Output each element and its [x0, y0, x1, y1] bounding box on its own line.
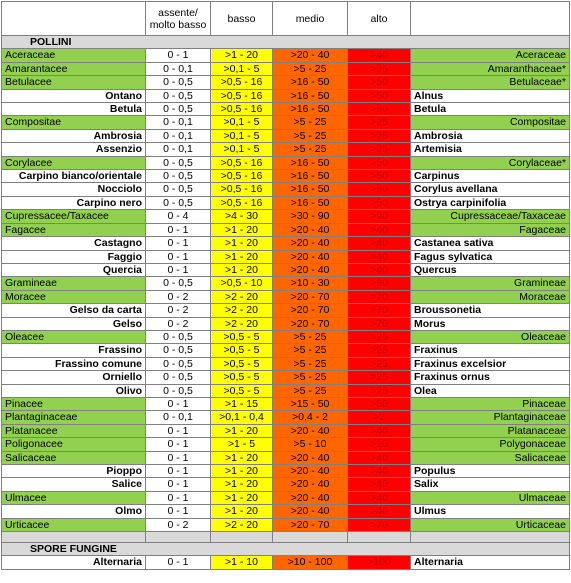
- value-basso: >1 - 20: [211, 451, 273, 464]
- family-row: [2, 62, 570, 75]
- value-alto: >25: [348, 344, 411, 357]
- value-assente: 0 - 1: [146, 491, 211, 504]
- family-row: [2, 451, 570, 464]
- species-latin-name: Quercus: [411, 263, 570, 276]
- family-name: Corylacee: [2, 156, 146, 169]
- value-basso: >2 - 20: [211, 304, 273, 317]
- species-latin-name: Morus: [411, 317, 570, 330]
- value-alto: >50: [348, 170, 411, 183]
- value-alto: >25: [348, 143, 411, 156]
- family-latin-name: Plantaginaceae: [411, 411, 570, 424]
- family-latin-name: Oleaceae: [411, 330, 570, 343]
- value-assente: 0 - 0,5: [146, 277, 211, 290]
- species-latin-name: Carpinus: [411, 170, 570, 183]
- value-basso: >0,5 - 16: [211, 170, 273, 183]
- value-medio: >5 - 25: [273, 116, 348, 129]
- value-alto: >40: [348, 478, 411, 491]
- value-medio: >15 - 50: [273, 397, 348, 410]
- value-medio: >20 - 40: [273, 223, 348, 236]
- header-cell-medio: medio: [273, 2, 348, 36]
- value-assente: 0 - 1: [146, 397, 211, 410]
- value-basso: >0,5 - 16: [211, 103, 273, 116]
- value-alto: >40: [348, 223, 411, 236]
- species-latin-name: Betula: [411, 103, 570, 116]
- value-medio: >20 - 40: [273, 424, 348, 437]
- value-assente: 0 - 0,5: [146, 170, 211, 183]
- species-row: [2, 384, 570, 397]
- species-common-name: Olivo: [2, 384, 146, 397]
- species-row: [2, 371, 570, 384]
- header-cell-latin: [411, 2, 570, 36]
- value-alto: >40: [348, 424, 411, 437]
- species-common-name: Frassino comune: [2, 357, 146, 370]
- value-medio: >20 - 40: [273, 491, 348, 504]
- value-assente: 0 - 0,1: [146, 116, 211, 129]
- family-row: [2, 518, 570, 531]
- family-row: [2, 156, 570, 169]
- species-common-name: Assenzio: [2, 143, 146, 156]
- spacer-cell: [211, 532, 273, 543]
- value-assente: 0 - 2: [146, 518, 211, 531]
- family-name: Fagacee: [2, 223, 146, 236]
- value-medio: >5 - 25: [273, 344, 348, 357]
- species-latin-name: Salix: [411, 478, 570, 491]
- value-basso: >1 - 15: [211, 397, 273, 410]
- family-latin-name: Aceraceae: [411, 49, 570, 62]
- value-alto: >50: [348, 103, 411, 116]
- value-alto: >70: [348, 304, 411, 317]
- value-basso: >0,1 - 5: [211, 129, 273, 142]
- family-row: [2, 290, 570, 303]
- value-medio: >16 - 50: [273, 156, 348, 169]
- species-row: [2, 465, 570, 478]
- value-assente: 0 - 1: [146, 505, 211, 518]
- value-assente: 0 - 0,5: [146, 89, 211, 102]
- species-common-name: Faggio: [2, 250, 146, 263]
- value-medio: >10 - 100: [273, 556, 348, 569]
- value-assente: 0 - 2: [146, 290, 211, 303]
- value-basso: >1 - 20: [211, 237, 273, 250]
- species-latin-name: Castanea sativa: [411, 237, 570, 250]
- value-assente: 0 - 0,1: [146, 129, 211, 142]
- species-common-name: Betula: [2, 103, 146, 116]
- value-alto: >70: [348, 317, 411, 330]
- value-alto: >25: [348, 129, 411, 142]
- species-latin-name: Corylus avellana: [411, 183, 570, 196]
- value-medio: >5 - 10: [273, 438, 348, 451]
- section-title: SPORE FUNGINE: [2, 543, 570, 556]
- value-alto: >40: [348, 451, 411, 464]
- value-medio: >20 - 70: [273, 317, 348, 330]
- value-assente: 0 - 1: [146, 263, 211, 276]
- family-name: Aceraceae: [2, 49, 146, 62]
- family-name: Betulacee: [2, 76, 146, 89]
- value-medio: >20 - 40: [273, 451, 348, 464]
- value-basso: >4 - 30: [211, 210, 273, 223]
- value-assente: 0 - 0,5: [146, 196, 211, 209]
- value-medio: >5 - 25: [273, 143, 348, 156]
- family-name: Cupressacee/Taxacee: [2, 210, 146, 223]
- value-basso: >0,1 - 0,4: [211, 411, 273, 424]
- family-latin-name: Pinaceae: [411, 397, 570, 410]
- family-name: Amarantacee: [2, 62, 146, 75]
- family-row: [2, 411, 570, 424]
- value-basso: >1 - 20: [211, 49, 273, 62]
- species-row: [2, 556, 570, 569]
- value-assente: 0 - 0,5: [146, 357, 211, 370]
- value-basso: >1 - 20: [211, 505, 273, 518]
- species-latin-name: Populus: [411, 465, 570, 478]
- value-assente: 0 - 1: [146, 237, 211, 250]
- family-row: [2, 210, 570, 223]
- value-alto: >70: [348, 290, 411, 303]
- value-assente: 0 - 0,5: [146, 384, 211, 397]
- value-assente: 0 - 1: [146, 438, 211, 451]
- value-basso: >1 - 20: [211, 223, 273, 236]
- species-latin-name: Broussonetia: [411, 304, 570, 317]
- value-medio: >20 - 40: [273, 237, 348, 250]
- species-common-name: Nocciolo: [2, 183, 146, 196]
- family-row: [2, 397, 570, 410]
- value-alto: >50: [348, 196, 411, 209]
- family-latin-name: Amaranthaceae*: [411, 62, 570, 75]
- value-assente: 0 - 2: [146, 304, 211, 317]
- family-latin-name: Ulmaceae: [411, 491, 570, 504]
- value-alto: >40: [348, 465, 411, 478]
- species-row: [2, 478, 570, 491]
- value-alto: >90: [348, 210, 411, 223]
- species-latin-name: Fagus sylvatica: [411, 250, 570, 263]
- value-basso: >0,5 - 5: [211, 344, 273, 357]
- family-name: Moracee: [2, 290, 146, 303]
- value-assente: 0 - 1: [146, 556, 211, 569]
- value-alto: >50: [348, 76, 411, 89]
- species-common-name: Salice: [2, 478, 146, 491]
- pollen-concentration-table: [1, 1, 570, 570]
- value-basso: >0,5 - 5: [211, 384, 273, 397]
- value-alto: >40: [348, 49, 411, 62]
- family-latin-name: Polygonaceae: [411, 438, 570, 451]
- spacer-cell: [146, 532, 211, 543]
- family-latin-name: Gramineae: [411, 277, 570, 290]
- family-row: [2, 277, 570, 290]
- species-latin-name: Alternaria: [411, 556, 570, 569]
- value-basso: >0,1 - 5: [211, 143, 273, 156]
- family-row: [2, 438, 570, 451]
- species-latin-name: Olea: [411, 384, 570, 397]
- family-row: [2, 116, 570, 129]
- family-row: [2, 223, 570, 236]
- value-basso: >0,1 - 5: [211, 116, 273, 129]
- species-row: [2, 143, 570, 156]
- value-alto: >40: [348, 491, 411, 504]
- value-alto: >40: [348, 263, 411, 276]
- species-common-name: Carpino nero: [2, 196, 146, 209]
- species-row: [2, 196, 570, 209]
- value-basso: >1 - 20: [211, 424, 273, 437]
- value-medio: >20 - 40: [273, 263, 348, 276]
- value-medio: >5 - 25: [273, 62, 348, 75]
- table-body: [2, 2, 570, 570]
- species-row: [2, 317, 570, 330]
- species-common-name: Pioppo: [2, 465, 146, 478]
- species-latin-name: Fraxinus: [411, 344, 570, 357]
- value-alto: >50: [348, 397, 411, 410]
- spacer-cell: [2, 532, 146, 543]
- value-basso: >1 - 20: [211, 250, 273, 263]
- value-medio: >5 - 25: [273, 330, 348, 343]
- family-name: Urticacee: [2, 518, 146, 531]
- section-header-row: [2, 543, 570, 556]
- species-latin-name: Ostrya carpinifolia: [411, 196, 570, 209]
- species-latin-name: Artemisia: [411, 143, 570, 156]
- value-medio: >30 - 90: [273, 210, 348, 223]
- value-alto: >2: [348, 411, 411, 424]
- species-common-name: Olmo: [2, 505, 146, 518]
- family-latin-name: Salicaceae: [411, 451, 570, 464]
- value-assente: 0 - 4: [146, 210, 211, 223]
- value-basso: >1 - 20: [211, 491, 273, 504]
- section-spacer-row: [2, 532, 570, 543]
- value-medio: >20 - 70: [273, 518, 348, 531]
- value-alto: >10: [348, 438, 411, 451]
- value-assente: 0 - 0,5: [146, 76, 211, 89]
- species-common-name: Carpino bianco/orientale: [2, 170, 146, 183]
- species-row: [2, 129, 570, 142]
- header-cell-name: [2, 2, 146, 36]
- value-assente: 0 - 2: [146, 317, 211, 330]
- value-medio: >20 - 40: [273, 478, 348, 491]
- value-alto: >25: [348, 384, 411, 397]
- value-assente: 0 - 0,5: [146, 156, 211, 169]
- species-latin-name: Ambrosia: [411, 129, 570, 142]
- family-name: Plantaginaceae: [2, 411, 146, 424]
- species-row: [2, 183, 570, 196]
- value-assente: 0 - 1: [146, 49, 211, 62]
- family-latin-name: Fagaceae: [411, 223, 570, 236]
- family-name: Gramineae: [2, 277, 146, 290]
- family-row: [2, 76, 570, 89]
- value-medio: >16 - 50: [273, 196, 348, 209]
- value-basso: >2 - 20: [211, 290, 273, 303]
- value-alto: >25: [348, 116, 411, 129]
- header-cell-alto: alto: [348, 2, 411, 36]
- value-basso: >0,5 - 16: [211, 89, 273, 102]
- family-row: [2, 49, 570, 62]
- family-latin-name: Corylaceae*: [411, 156, 570, 169]
- value-basso: >0,5 - 5: [211, 357, 273, 370]
- spacer-cell: [348, 532, 411, 543]
- species-latin-name: Ulmus: [411, 505, 570, 518]
- value-alto: >40: [348, 250, 411, 263]
- value-basso: >2 - 20: [211, 518, 273, 531]
- species-latin-name: Fraxinus ornus: [411, 371, 570, 384]
- family-latin-name: Cupressaceae/Taxaceae: [411, 210, 570, 223]
- value-basso: >1 - 5: [211, 438, 273, 451]
- species-row: [2, 304, 570, 317]
- value-alto: >100: [348, 556, 411, 569]
- species-latin-name: Alnus: [411, 89, 570, 102]
- header-cell-basso: basso: [211, 2, 273, 36]
- spacer-cell: [411, 532, 570, 543]
- family-name: Compositae: [2, 116, 146, 129]
- value-assente: 0 - 0,5: [146, 371, 211, 384]
- value-medio: >20 - 70: [273, 290, 348, 303]
- value-alto: >30: [348, 277, 411, 290]
- value-alto: >25: [348, 62, 411, 75]
- value-basso: >0,5 - 5: [211, 330, 273, 343]
- value-basso: >0,5 - 10: [211, 277, 273, 290]
- value-assente: 0 - 0,5: [146, 183, 211, 196]
- value-medio: >16 - 50: [273, 170, 348, 183]
- family-row: [2, 330, 570, 343]
- value-basso: >0,5 - 16: [211, 196, 273, 209]
- species-common-name: Ontano: [2, 89, 146, 102]
- family-name: Poligonacee: [2, 438, 146, 451]
- value-alto: >50: [348, 183, 411, 196]
- family-latin-name: Platanaceae: [411, 424, 570, 437]
- section-title: POLLINI: [2, 36, 570, 49]
- value-medio: >5 - 25: [273, 357, 348, 370]
- species-row: [2, 505, 570, 518]
- value-medio: >10 - 30: [273, 277, 348, 290]
- family-name: Salicaceae: [2, 451, 146, 464]
- family-latin-name: Compositae: [411, 116, 570, 129]
- species-common-name: Quercia: [2, 263, 146, 276]
- family-name: Oleacee: [2, 330, 146, 343]
- family-name: Ulmacee: [2, 491, 146, 504]
- family-latin-name: Betulaceae*: [411, 76, 570, 89]
- value-alto: >40: [348, 505, 411, 518]
- family-latin-name: Urticaceae: [411, 518, 570, 531]
- value-assente: 0 - 1: [146, 424, 211, 437]
- value-medio: >5 - 25: [273, 384, 348, 397]
- spacer-cell: [273, 532, 348, 543]
- value-assente: 0 - 0,5: [146, 330, 211, 343]
- value-alto: >40: [348, 237, 411, 250]
- value-assente: 0 - 0,1: [146, 143, 211, 156]
- value-basso: >1 - 10: [211, 556, 273, 569]
- header-row: [2, 2, 570, 36]
- value-basso: >1 - 20: [211, 465, 273, 478]
- species-common-name: Ambrosia: [2, 129, 146, 142]
- value-medio: >16 - 50: [273, 183, 348, 196]
- value-assente: 0 - 1: [146, 478, 211, 491]
- value-medio: >20 - 40: [273, 505, 348, 518]
- value-basso: >0,5 - 16: [211, 76, 273, 89]
- value-alto: >25: [348, 371, 411, 384]
- species-row: [2, 250, 570, 263]
- species-row: [2, 103, 570, 116]
- family-row: [2, 424, 570, 437]
- species-common-name: Orniello: [2, 371, 146, 384]
- header-cell-assente: assente/ molto basso: [146, 2, 211, 36]
- value-assente: 0 - 1: [146, 223, 211, 236]
- species-row: [2, 170, 570, 183]
- value-assente: 0 - 1: [146, 465, 211, 478]
- value-alto: >25: [348, 357, 411, 370]
- section-header-row: [2, 36, 570, 49]
- family-name: Pinacee: [2, 397, 146, 410]
- value-alto: >25: [348, 330, 411, 343]
- value-alto: >70: [348, 518, 411, 531]
- value-medio: >16 - 50: [273, 76, 348, 89]
- value-medio: >16 - 50: [273, 103, 348, 116]
- value-basso: >1 - 20: [211, 478, 273, 491]
- species-row: [2, 357, 570, 370]
- value-medio: >20 - 40: [273, 465, 348, 478]
- value-medio: >5 - 25: [273, 371, 348, 384]
- value-medio: >16 - 50: [273, 89, 348, 102]
- family-row: [2, 491, 570, 504]
- species-row: [2, 344, 570, 357]
- species-common-name: Gelso: [2, 317, 146, 330]
- value-alto: >50: [348, 156, 411, 169]
- species-common-name: Gelso da carta: [2, 304, 146, 317]
- value-medio: >5 - 25: [273, 129, 348, 142]
- value-alto: >50: [348, 89, 411, 102]
- species-common-name: Frassino: [2, 344, 146, 357]
- value-assente: 0 - 0,1: [146, 411, 211, 424]
- species-latin-name: Fraxinus excelsior: [411, 357, 570, 370]
- value-medio: >20 - 40: [273, 49, 348, 62]
- value-assente: 0 - 1: [146, 250, 211, 263]
- family-latin-name: Moraceae: [411, 290, 570, 303]
- value-medio: >0,4 - 2: [273, 411, 348, 424]
- species-common-name: Alternaria: [2, 556, 146, 569]
- value-assente: 0 - 0,5: [146, 103, 211, 116]
- value-basso: >2 - 20: [211, 317, 273, 330]
- value-basso: >0,5 - 16: [211, 156, 273, 169]
- value-basso: >0,5 - 5: [211, 371, 273, 384]
- value-assente: 0 - 1: [146, 451, 211, 464]
- species-row: [2, 89, 570, 102]
- value-medio: >20 - 40: [273, 250, 348, 263]
- value-basso: >0,1 - 5: [211, 62, 273, 75]
- value-assente: 0 - 0,1: [146, 62, 211, 75]
- value-basso: >0,5 - 16: [211, 183, 273, 196]
- species-common-name: Castagno: [2, 237, 146, 250]
- value-basso: >1 - 20: [211, 263, 273, 276]
- value-assente: 0 - 0,5: [146, 344, 211, 357]
- family-name: Platanacee: [2, 424, 146, 437]
- species-row: [2, 263, 570, 276]
- value-medio: >20 - 70: [273, 304, 348, 317]
- species-row: [2, 237, 570, 250]
